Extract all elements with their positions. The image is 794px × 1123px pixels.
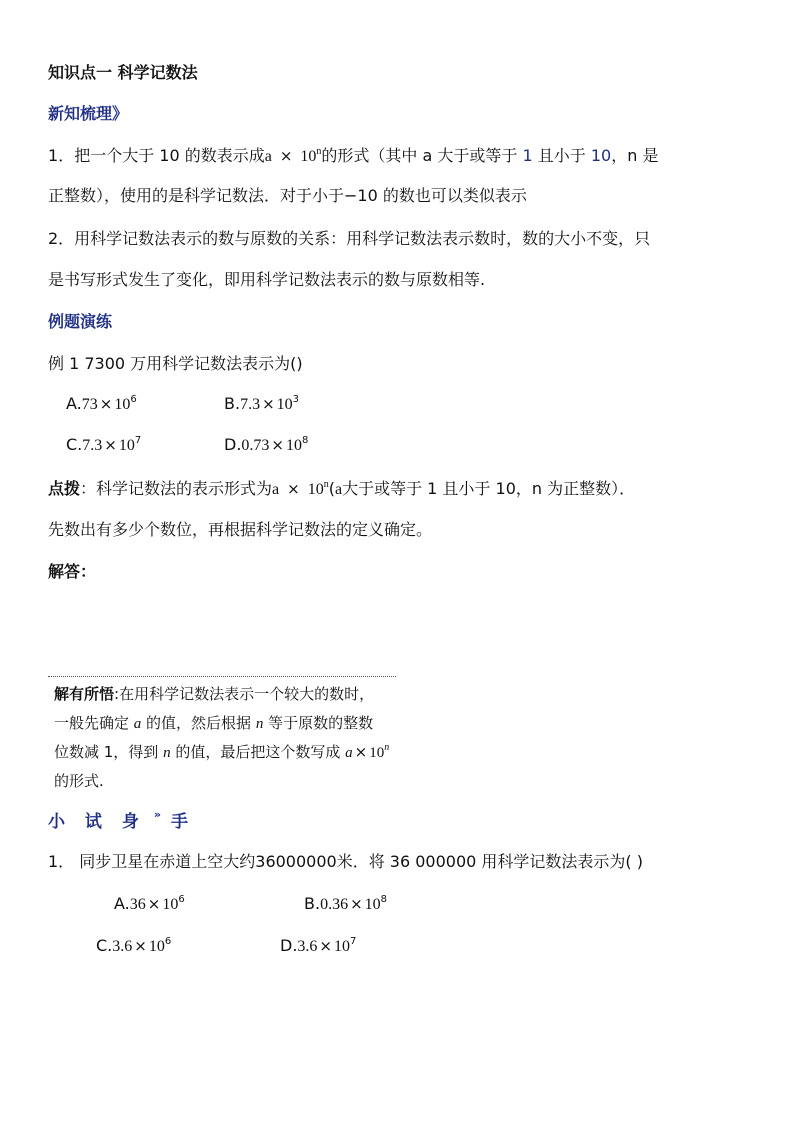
knowledge-point-1 <box>48 143 658 166</box>
option-label: D. <box>280 936 298 955</box>
option-base: 10 <box>114 396 131 413</box>
tip-line3-text-a: 位数减 1，得到 <box>54 743 164 761</box>
knowledge-point-1-line2: 正整数），使用的是科学记数法．对于小于−10 的数也可以类似表示 <box>48 186 527 205</box>
practice-option-d[interactable] <box>280 936 356 956</box>
hint-label: 点拨 <box>48 479 81 498</box>
example-heading: 例题演练 <box>48 312 113 331</box>
example-hint-line2: 先数出有多少个数位，再根据科学记数法的定义确定。 <box>48 520 433 539</box>
tip-line2-text-b: 的值，然后根据 <box>141 714 256 732</box>
hint-a2: a <box>334 481 343 498</box>
practice-option-c[interactable] <box>96 936 171 956</box>
option-times: × <box>134 937 147 955</box>
option-exp: 8 <box>380 894 388 905</box>
option-coef: 73 <box>81 396 98 413</box>
option-coef: 3.6 <box>297 938 318 955</box>
option-times: × <box>350 895 363 913</box>
option-base: 10 <box>333 938 350 955</box>
tip-var-a-2: a <box>345 745 353 761</box>
kp1-number: 1 <box>48 146 59 165</box>
kp1-mid2: 且小于 <box>532 146 591 165</box>
knowledge-point-2-line2: 是书写形式发生了变化，即用科学记数法表示的数与原数相等. <box>48 270 486 289</box>
option-exp: 6 <box>130 394 137 405</box>
example-option-b[interactable] <box>224 394 299 414</box>
tip-line-2 <box>54 708 373 739</box>
option-times: × <box>271 436 284 454</box>
tip-var-a: a <box>133 716 142 732</box>
hint-exp: n <box>323 479 329 490</box>
kp1-exp: n <box>316 146 322 157</box>
tip-label: 解有所悟 <box>54 685 115 703</box>
option-times: × <box>104 436 117 454</box>
option-coef: 3.6 <box>112 938 133 955</box>
option-times: × <box>99 395 113 413</box>
tip-line1-text: :在用科学记数法表示一个较大的数时， <box>114 685 375 703</box>
option-coef: 0.36 <box>320 896 349 913</box>
option-exp: 8 <box>301 435 309 446</box>
option-exp: 6 <box>178 894 185 905</box>
option-base: 10 <box>364 896 381 913</box>
kp1-lead: ．把一个大于 10 的数表示成 <box>58 146 265 165</box>
hint-intro: ：科学记数法的表示形式为 <box>80 479 273 498</box>
tip-line-3 <box>54 737 389 768</box>
practice-option-a[interactable] <box>114 894 185 914</box>
option-label: A. <box>66 394 82 413</box>
knowledge-point-2-line1: 2．用科学记数法表示的数与原数的关系：用科学记数法表示数时，数的大小不变，只 <box>48 229 651 248</box>
tip-line2-text-c: 等于原数的整数 <box>263 714 374 732</box>
option-label: B. <box>304 894 321 913</box>
option-label: A. <box>114 894 130 913</box>
practice-heading <box>48 807 195 832</box>
option-coef: 7.3 <box>240 396 261 413</box>
example-option-c[interactable] <box>66 435 141 455</box>
option-times: × <box>262 395 275 413</box>
tip-line2-text-a: 一般先确定 <box>54 714 134 732</box>
practice-heading-mark: » <box>153 808 161 821</box>
tip-divider <box>48 676 396 677</box>
tip-line3-text-b: 的值，最后把这个数写成 <box>170 743 346 761</box>
tip-times: × <box>354 743 368 761</box>
option-exp: 7 <box>134 435 142 446</box>
option-label: D. <box>224 435 242 454</box>
option-exp: 3 <box>292 394 300 405</box>
tip-exp: n <box>384 742 390 753</box>
kp1-ten-limit: 10 <box>590 146 612 165</box>
option-base: 10 <box>118 437 135 454</box>
new-knowledge-heading: 新知梳理》 <box>48 104 129 123</box>
tip-var-n-2: n <box>163 745 171 761</box>
option-label: B. <box>224 394 241 413</box>
option-base: 10 <box>162 896 179 913</box>
option-base: 10 <box>276 396 293 413</box>
practice-option-b[interactable] <box>304 894 387 914</box>
hint-a: a <box>272 481 280 498</box>
hint-paren: ( <box>328 479 335 498</box>
example-option-d[interactable] <box>224 435 308 455</box>
example-question: 例 1 7300 万用科学记数法表示为() <box>48 354 303 373</box>
kp1-tail: ，n 是 <box>611 146 659 165</box>
section-title: 知识点一 科学记数法 <box>48 63 198 82</box>
example-option-a[interactable] <box>66 394 137 414</box>
kp1-times: × <box>279 147 293 165</box>
option-coef: 0.73 <box>241 437 270 454</box>
option-label: C. <box>66 435 83 454</box>
practice-heading-end: 手 <box>170 812 195 832</box>
hint-ten: 10 <box>307 481 324 498</box>
option-exp: 7 <box>349 936 357 947</box>
option-exp: 6 <box>164 936 172 947</box>
option-coef: 36 <box>129 896 146 913</box>
option-label: C. <box>96 936 113 955</box>
tip-line-4: 的形式. <box>54 772 104 790</box>
option-base: 10 <box>285 437 302 454</box>
kp1-one: 1 <box>522 146 533 165</box>
kp1-mid: 的形式（其中 a 大于或等于 <box>321 146 523 165</box>
answer-label: 解答： <box>48 562 97 581</box>
tip-ten: 10 <box>369 745 385 761</box>
kp1-ten: 10 <box>300 148 317 165</box>
example-hint <box>48 476 635 499</box>
hint-times: × <box>287 480 300 498</box>
practice-question: 1． 同步卫星在赤道上空大约36000000米．将 36 000000 用科学记数法表示为( ) <box>48 852 643 871</box>
kp1-a: a <box>264 148 272 165</box>
option-coef: 7.3 <box>82 437 103 454</box>
tip-line-1 <box>54 679 374 709</box>
practice-heading-text: 小 试 身 <box>48 812 146 832</box>
option-times: × <box>147 895 161 913</box>
option-base: 10 <box>148 938 165 955</box>
hint-rest: 大于或等于 1 且小于 10，n 为正整数）． <box>342 479 636 498</box>
tip-var-n: n <box>255 716 264 732</box>
option-times: × <box>319 937 332 955</box>
